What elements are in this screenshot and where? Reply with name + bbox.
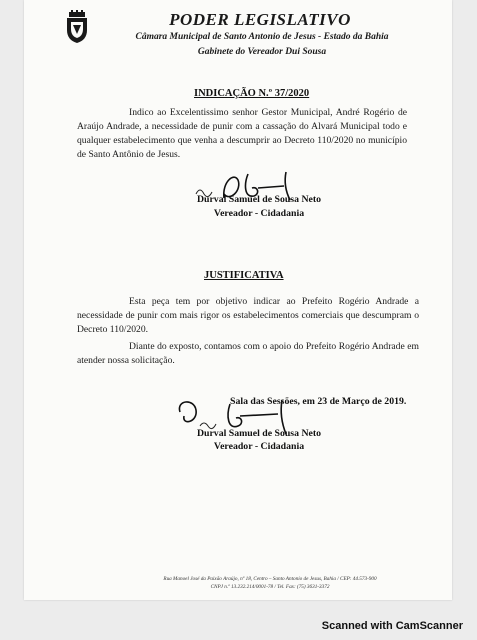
justificativa-paragraph-2: Diante do exposto, contamos com o apoio do Prefeito Rogério Andrade em atender nossa solicitação. [77, 341, 419, 366]
indicacao-heading: INDICAÇÃO N.º 37/2020 [194, 88, 310, 99]
justificativa-paragraph-1: Esta peça tem por objetivo indicar ao Prefeito Rogério Andrade a necessidade de punir com mais rigor os estabelecimentos comerciais que descumpram o Decreto 110/2020. [77, 296, 419, 335]
header-title: PODER LEGISLATIVO [169, 10, 351, 29]
justificativa-signer-role: Vereador - Cidadania [213, 441, 305, 452]
justificativa-heading: JUSTIFICATIVA [204, 270, 284, 281]
indicacao-signer-name: Durval Samuel de Sousa Neto [196, 194, 322, 205]
header-office: Gabinete do Vereador Dui Sousa [197, 47, 327, 57]
footer-line-1: Rua Manoel José da Paixão Araújo, nº 18, Centro – Santo Antonio de Jesus, Bahia / CEP: 44.573-900 [163, 576, 377, 582]
place-and-date: Sala das Sessões, em 23 de Março de 2019. [230, 396, 407, 407]
document-page [24, 0, 452, 600]
coat-of-arms-icon [64, 10, 90, 44]
footer-address [120, 575, 420, 591]
scanner-watermark: Scanned with CamScanner [321, 620, 463, 632]
indicacao-signer-role: Vereador - Cidadania [213, 208, 305, 219]
header-subtitle: Câmara Municipal de Santo Antonio de Jesus - Estado da Bahia [135, 32, 389, 42]
justificativa-signer-name: Durval Samuel de Sousa Neto [196, 428, 322, 439]
indicacao-body: Indico ao Excelentissimo senhor Gestor Municipal, André Rogério de Araújo Andrade, a necessidade de punir com a cassação do Alvará Municipal todo e qualquer estabelecimento que venha a descumprir ao Decreto 110/2020 no município de Santo Antônio de Jesus. [77, 107, 407, 160]
footer-line-2: CNPJ n.º 13.232.214/0001-78 / Tel. Fax: (75) 3631-3372 [210, 584, 330, 590]
